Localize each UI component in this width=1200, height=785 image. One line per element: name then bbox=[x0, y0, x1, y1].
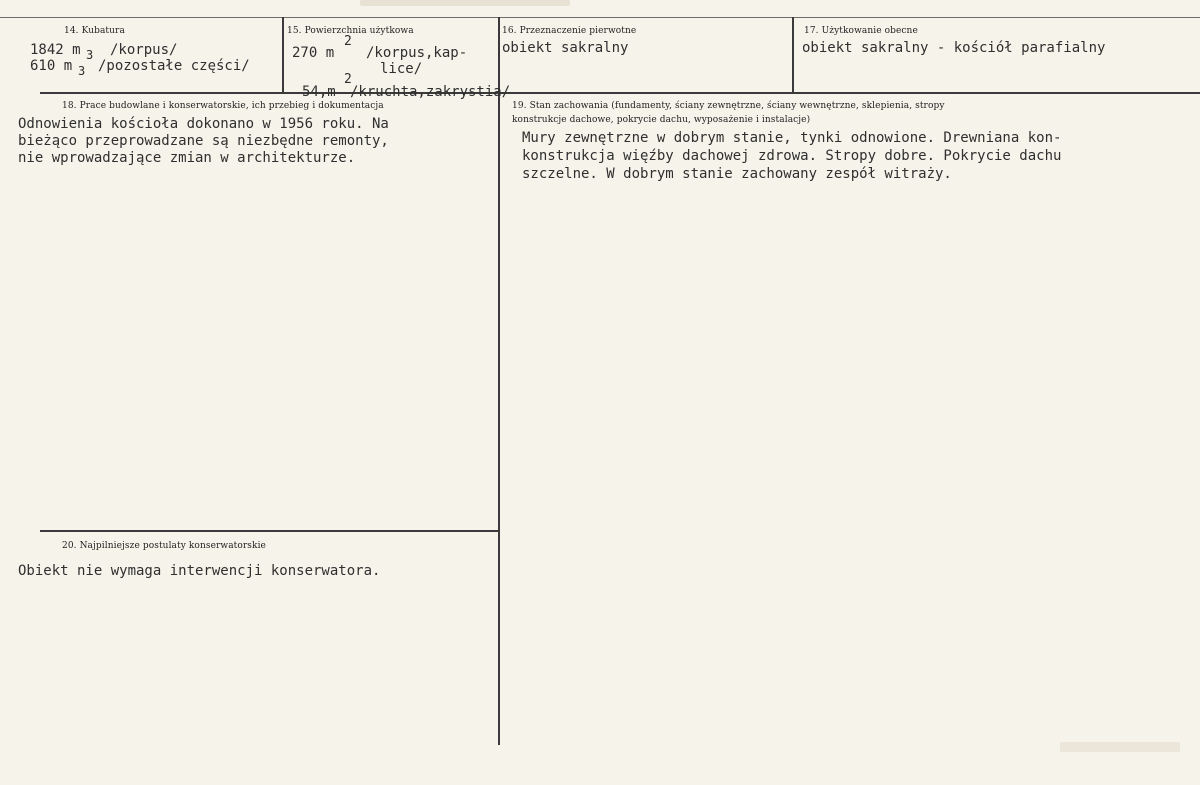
field14-volume-main-desc: /korpus/ bbox=[110, 42, 178, 58]
field19-line-2: konstrukcja więźby dachowej zdrowa. Stropy dobre. Pokrycie dachu bbox=[522, 148, 1062, 164]
field17-value: obiekt sakralny - kościół parafialny bbox=[802, 40, 1106, 56]
field15-area-other-exp: 2 bbox=[344, 72, 352, 87]
field19-line-3: szczelne. W dobrym stanie zachowany zespół witraży. bbox=[522, 166, 952, 182]
field15-area-main-exp: 2 bbox=[344, 34, 352, 49]
field14-volume-other-desc: /pozostałe części/ bbox=[98, 58, 250, 74]
field15-area-other-desc: /kruchta,zakrystia/ bbox=[350, 84, 511, 100]
field14-label: 14. Kubatura bbox=[64, 26, 125, 36]
field20-value: Obiekt nie wymaga interwencji konserwatora. bbox=[18, 563, 381, 579]
field15-area-main: 270 m bbox=[292, 45, 335, 61]
field20-label: 20. Najpilniejsze postulaty konserwatorskie bbox=[62, 541, 266, 551]
field16-label: 16. Przeznaczenie pierwotne bbox=[502, 26, 637, 36]
field14-volume-main-exp: 3 bbox=[86, 48, 94, 62]
field18-line-3: nie wprowadzające zmian w architekturze. bbox=[18, 150, 356, 166]
paper-smudge-top bbox=[360, 0, 570, 6]
rule-field20-top bbox=[40, 530, 498, 532]
field19-label-1: 19. Stan zachowania (fundamenty, ściany zewnętrzne, ściany wewnętrzne, sklepienia, stropy bbox=[512, 101, 945, 111]
field19-label-2: konstrukcje dachowe, pokrycie dachu, wyposażenie i instalacje) bbox=[512, 115, 811, 125]
field15-area-main-cont: lice/ bbox=[380, 61, 423, 77]
rule-col-c bbox=[792, 17, 794, 93]
field18-line-2: bieżąco przeprowadzane są niezbędne remonty, bbox=[18, 133, 389, 149]
field14-volume-other-exp: 3 bbox=[78, 64, 86, 78]
rule-col-b bbox=[498, 17, 500, 745]
field18-label: 18. Prace budowlane i konserwatorskie, ich przebieg i dokumentacja bbox=[62, 101, 384, 111]
field16-value: obiekt sakralny bbox=[502, 40, 629, 56]
paper-smudge-right bbox=[1060, 742, 1180, 752]
field15-label: 15. Powierzchnia użytkowa bbox=[287, 26, 414, 36]
field14-volume-other: 610 m bbox=[30, 58, 73, 74]
field19-line-1: Mury zewnętrzne w dobrym stanie, tynki odnowione. Drewniana kon- bbox=[522, 130, 1062, 146]
field17-label: 17. Użytkowanie obecne bbox=[804, 26, 918, 36]
field15-area-other: 54,m bbox=[302, 84, 336, 100]
field15-area-main-desc: /korpus,kap- bbox=[366, 45, 468, 61]
field14-volume-main: 1842 m bbox=[30, 42, 81, 58]
rule-row1-bottom bbox=[40, 92, 1200, 94]
rule-col-a bbox=[282, 17, 284, 93]
rule-top bbox=[0, 17, 1200, 18]
field18-line-1: Odnowienia kościoła dokonano w 1956 roku. Na bbox=[18, 116, 389, 132]
